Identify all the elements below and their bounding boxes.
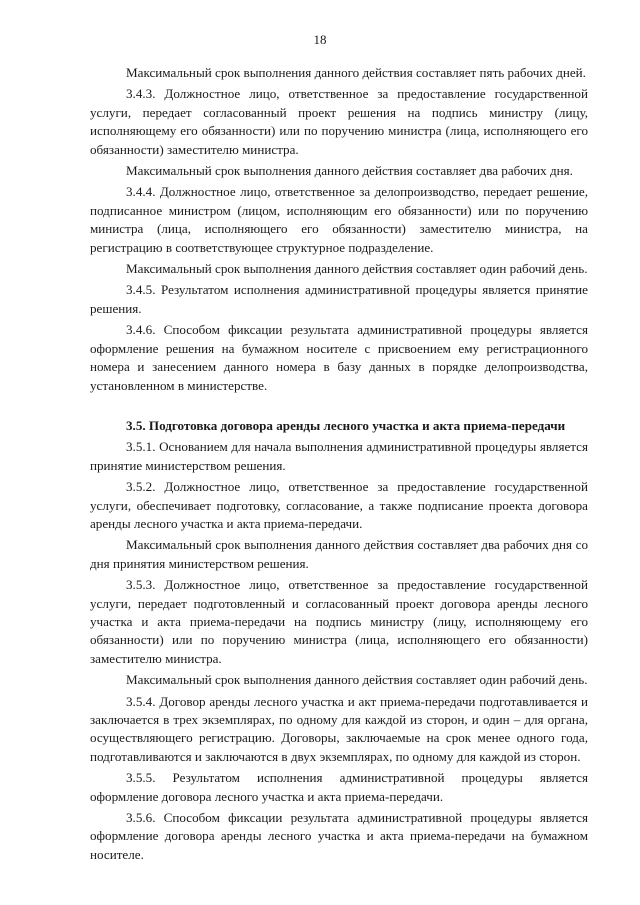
paragraph-3-4-3: 3.4.3. Должностное лицо, ответственное за предоставление государственной услуги, передает согласованный проект решения на подпись министру (лицу, исполняющему его обязанности) или по поручению министра (лица, исполняющего его обязанности) заместителю министра.: [90, 86, 588, 157]
paragraph-3-5-6: 3.5.6. Способом фиксации результата административной процедуры является оформление договора аренды лесного участка и акта приема-передачи на бумажном носителе.: [90, 810, 588, 862]
paragraph-3-4-5: 3.4.5. Результатом исполнения административной процедуры является принятие решения.: [90, 282, 588, 316]
document-body: [90, 64, 588, 867]
paragraph-deadline-two-days: Максимальный срок выполнения данного действия составляет два рабочих дня.: [126, 163, 573, 179]
section-heading-3-5: 3.5. Подготовка договора аренды лесного участка и акта приема-передачи: [126, 417, 566, 433]
paragraph-3-5-2: 3.5.2. Должностное лицо, ответственное за предоставление государственной услуги, обеспечивает подготовку, согласование, а также подписание проекта договора аренды лесного участка и акта приема-передачи.: [90, 479, 588, 531]
paragraph-3-5-5: 3.5.5. Результатом исполнения административной процедуры является оформление договора лесного участка и акта приема-передачи.: [90, 770, 588, 804]
paragraph-3-5-4: 3.5.4. Договор аренды лесного участка и акт приема-передачи подготавливается и заключается в трех экземплярах, по одному для каждой из сторон, и один – для органа, осуществляющего регистрацию. Договоры, заключаемые на срок менее одного года, подготавливаются и заключаются в двух экземплярах, по одному для каждой из сторон.: [90, 693, 588, 764]
paragraph-3-5-1: 3.5.1. Основанием для начала выполнения административной процедуры является принятие министерством решения.: [90, 439, 588, 473]
paragraph-deadline-one-day: Максимальный срок выполнения данного действия составляет один рабочий день.: [126, 261, 588, 277]
paragraph-deadline-one-day-2: Максимальный срок выполнения данного действия составляет один рабочий день.: [126, 672, 588, 688]
page-number: 18: [313, 32, 327, 47]
paragraph-deadline-two-days-decision: Максимальный срок выполнения данного действия составляет два рабочих дня со дня принятия министерством решения.: [90, 537, 588, 571]
paragraph-deadline-five-days: Максимальный срок выполнения данного действия составляет пять рабочих дней.: [126, 65, 586, 80]
paragraph-3-5-3: 3.5.3. Должностное лицо, ответственное за предоставление государственной услуги, передает подготовленный и согласованный проект договора аренды лесного участка и акта приема-передачи на подпись министру (лицу, исполняющему его обязанности) или по поручению министра (лица, исполняющего его обязанности) заместителю министра.: [90, 577, 588, 666]
paragraph-3-4-6: 3.4.6. Способом фиксации результата административной процедуры является оформление решения на бумажном носителе с присвоением ему регистрационного номера и занесением данного номера в базу данных в порядке делопроизводства, установленном в министерстве.: [90, 322, 588, 393]
paragraph-3-4-4: 3.4.4. Должностное лицо, ответственное за делопроизводство, передает решение, подписанное министром (лицом, исполняющим его обязанности) или по поручению министра (лица, исполняющего его обязанности) заместителю министра, на регистрацию в соответствующее структурное подразделение.: [90, 184, 588, 255]
